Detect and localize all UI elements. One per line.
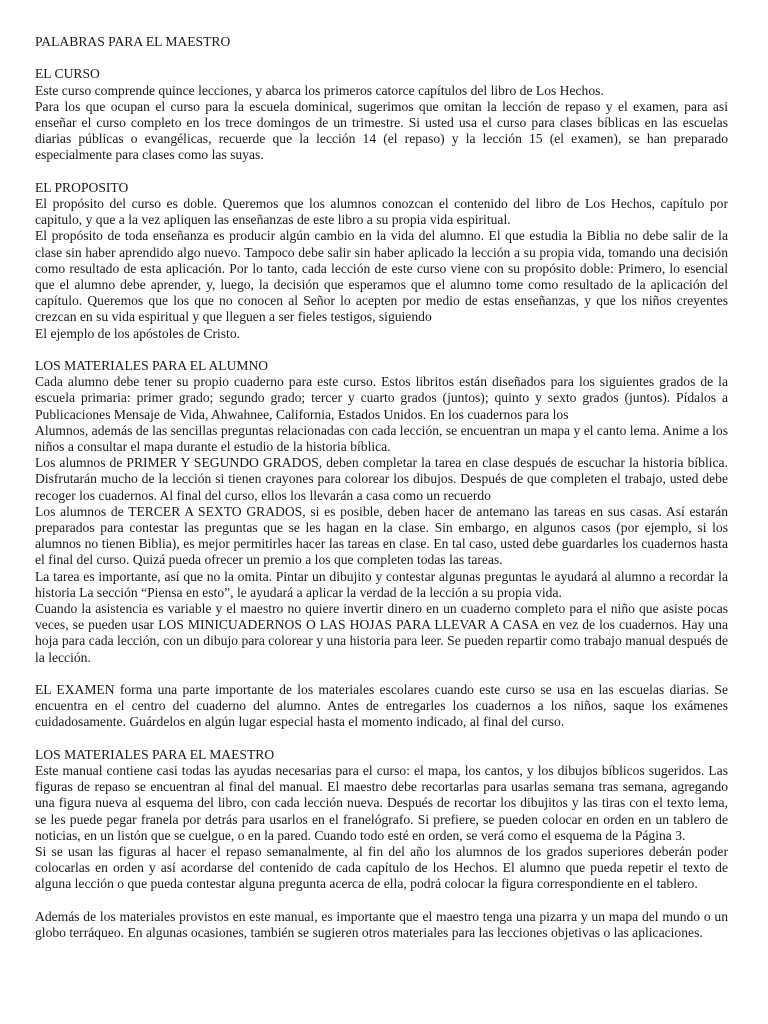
document-title: PALABRAS PARA EL MAESTRO — [35, 34, 231, 49]
spacer — [35, 50, 728, 66]
section-heading-materiales-alumno: LOS MATERIALES PARA EL ALUMNO — [35, 358, 269, 374]
paragraph: Los alumnos de PRIMER Y SEGUNDO GRADOS, deben completar la tarea en clase después de escuchar la historia bíblica. Disfrutarán mucho de la lección si tienen crayones para colorear los dibujos. Después de que completen el trabajo, usted debe recoger los cuadernos. Al final del curso, ellos los llevarán a casa como un recuerdo — [35, 455, 728, 503]
paragraph: Los alumnos de TERCER A SEXTO GRADOS, si es posible, deben hacer de antemano las tareas en sus casas. Así estarán preparados para contestar las preguntas que se les hagan en la clase. Sin embargo, en algunos casos (por ejemplo, si los alumnos no tienen Biblia), es mejor permitirles hacer las tareas en clase. En tal caso, usted debe guardarles los cuadernos hasta el final del curso. Quizá pueda ofrecer un premio a los que completen todas las tareas. — [35, 503, 728, 568]
paragraph-closing: Además de los materiales provistos en este manual, es importante que el maestro tenga una pizarra y un mapa del mundo o un globo terráqueo. En algunas ocasiones, también se sugieren otros materiales para las lecciones objetivas o las aplicaciones. — [35, 908, 728, 941]
paragraph: Para los que ocupan el curso para la escuela dominical, sugerimos que omitan la lección de repaso y el examen, para asi enseñar el curso completo en los trece domingos de un trimestre. Si usted usa el curso para clases bíblicas en las escuelas diarias públicas o evangélicas, recuerde que la lección 14 (el repaso) y la lección 15 (el examen), se han preparado especialmente para clases como las suyas. — [35, 98, 728, 163]
spacer — [35, 342, 728, 358]
paragraph: Alumnos, además de las sencillas preguntas relacionadas con cada lección, se encuentran un mapa y el canto lema. Anime a los niños a consultar el mapa durante el estudio de la historia bíblica. — [35, 422, 728, 455]
paragraph-examen: EL EXAMEN forma una parte importante de los materiales escolares cuando este curso se usa en las escuelas diarias. Se encuentra en el centro del cuaderno del alumno. Antes de entregarles los cuadernos a los niños, saque los exámenes cuidadosamente. Guárdelos en algún lugar especial hasta el momento indicado, al final del curso. — [35, 682, 728, 730]
spacer — [35, 893, 728, 909]
section-heading-proposito: EL PROPOSITO — [35, 179, 129, 195]
spacer — [35, 731, 728, 747]
paragraph: El propósito del curso es doble. Queremos que los alumnos conozcan el contenido del libro de Los Hechos, capítulo por capitulo, y que a la vez apliquen las enseñanzas de este libro a su propia vida espiritual. — [35, 196, 728, 228]
paragraph: Este curso comprende quince lecciones, y abarca los primeros catorce capítulos del libro de Los Hechos. — [35, 82, 604, 98]
paragraph: La tarea es importante, así que no la omita. Pintar un dibujito y contestar algunas preguntas le ayudará al alumno a recordar la historia La sección “Piensa en esto”, le ayudará a aplicar la verdad de la lección a su propia vida. — [35, 568, 728, 600]
paragraph: Este manual contiene casi todas las ayudas necesarias para el curso: el mapa, los cantos, y los dibujos bíblicos sugeridos. Las figuras de repaso se encuentran al final del manual. El maestro debe recortarlas para usarlas semana tras semana, agregando una figura nueva al esquema del libro, con cada lección nueva. Después de recortar los dibujitos y las tiras con el texto lema, se les puede pegar franela por detrás para usarlos en el franelógrafo. Si prefiere, se pueden colocar en orden en un tablero de noticias, en un listón que se cuelgue, o en la pared. Cuando todo esté en orden, se verá como el esquema de la Página 3. — [35, 763, 728, 843]
section-heading-materiales-maestro: LOS MATERIALES PARA EL MAESTRO — [35, 746, 275, 762]
paragraph: El propósito de toda enseñanza es producir algún cambio en la vida del alumno. El que estudia la Biblia no debe salir de la clase sin haber aprendido algo nuevo. Tampoco debe salir sin haber aplicado la lección a su propia vida, tomando una decisión como resultado de esta aplicación. Por lo tanto, cada lección de este curso viene con su propósito doble: Primero, lo esencial que el alumno debe aprender, y, luego, la decisión que esperamos que el alumno tome como resultado de la aplicación del capítulo. Queremos que los que no conocen al Señor lo acepten por medio de estas enseñanzas, y que los niños creyentes crezcan en su vida espiritual y que lleguen a ser fieles testigos, siguiendo — [35, 228, 728, 325]
paragraph: Cuando la asistencia es variable y el maestro no quiere invertir dinero en un cuaderno completo para el niño que asiste pocas veces, se pueden usar LOS MINICUADERNOS O LAS HOJAS PARA LLEVAR A CASA en vez de los cuadernos. Hay una hoja para cada lección, con un dibujo para colorear y una historia para leer. Se pueden repartir como trabajo manual después de la lección. — [35, 601, 728, 665]
paragraph: El ejemplo de los apóstoles de Cristo. — [35, 325, 241, 341]
spacer — [35, 164, 728, 180]
spacer — [35, 666, 728, 682]
section-heading-curso: EL CURSO — [35, 66, 100, 82]
paragraph: Si se usan las figuras al hacer el repaso semanalmente, al fin del año los alumnos de los grados superiores deberán poder colocarlas en orden y así acordarse del contenido de cada capítulo de los Hechos. El alumno que pueda repetir el texto de alguna lección o que pueda contestar alguna pregunta acerca de ella, podrá colocar la figura correspondiente en el tablero. — [35, 844, 728, 892]
paragraph: Cada alumno debe tener su propio cuaderno para este curso. Estos libritos están diseñados para los siguientes grados de la escuela primaria: primer grado; segundo grado; tercer y cuarto grados (juntos); quinto y sexto grados (juntos). Pídalos a Publicaciones Mensaje de Vida, Ahwahnee, California, Estados Unidos. En los cuadernos para los — [35, 374, 728, 422]
